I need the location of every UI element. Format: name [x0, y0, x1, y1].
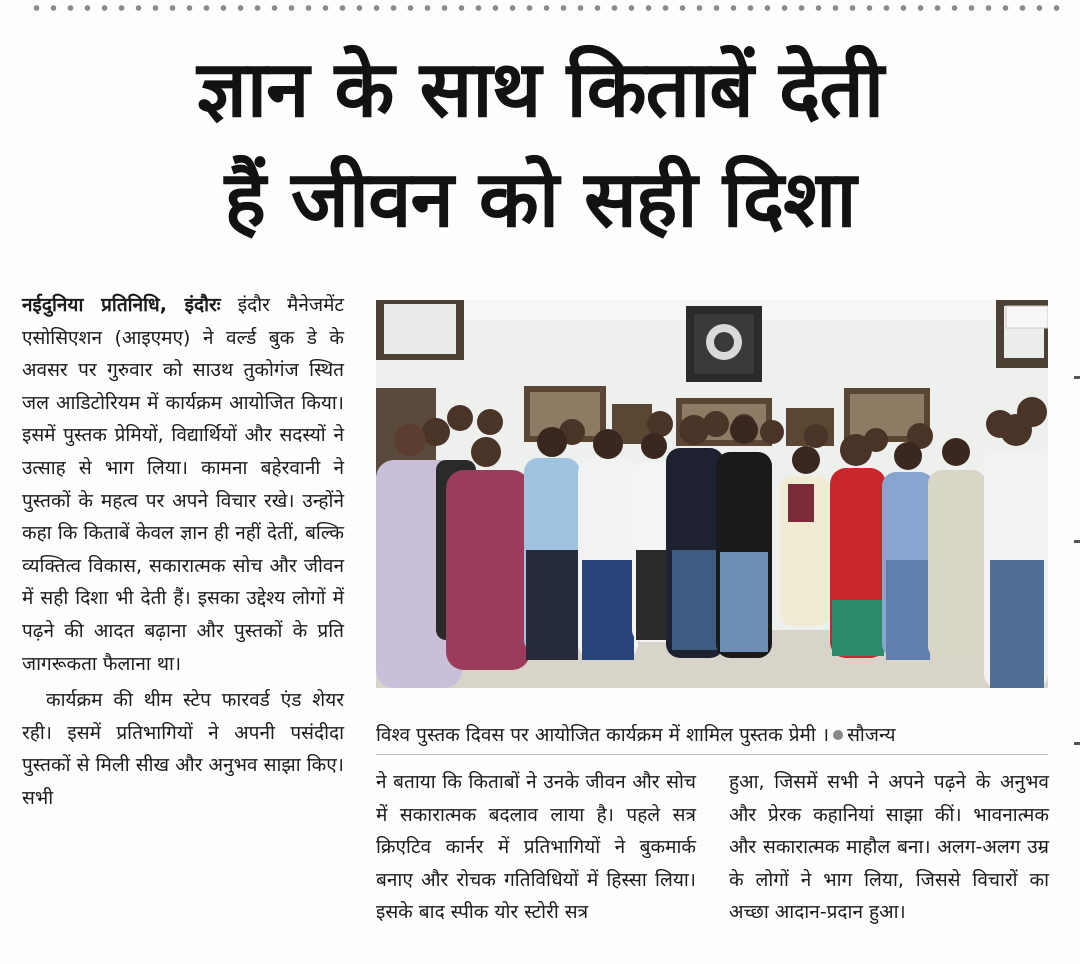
photo-caption [376, 720, 1048, 750]
headline-line-2: हैं जीवन को सही दिशा [224, 155, 856, 245]
article-paragraph-1 [22, 289, 344, 680]
article-column-3 [729, 766, 1049, 929]
article-column-1 [22, 289, 344, 815]
dateline: नईदुनिया प्रतिनिधि, इंदौरः [22, 294, 221, 316]
paragraph-1-text: इंदौर मैनेजमेंट एसोसिएशन (आइएमए) ने वर्ल्ड बुक डे के अवसर पर गुरुवार को साउथ तुकोगंज स्थित जल आडिटोरियम में कार्यक्रम आयोजित किया। इसमें पुस्तक प्रेमियों, विद्यार्थियों और सदस्यों ने उत्साह से भाग लिया। कामना बहेरवानी ने पुस्तकों के महत्व पर अपने विचार रखे। उन्होंने कहा कि किताबें केवल ज्ञान ही नहीं देतीं, बल्कि व्यक्तित्व विकास, सकारात्मक सोच और जीवन में सही दिशा भी देती हैं। इसका उद्देश्य लोगों में पढ़ने की आदत बढ़ाना और पुस्तकों के प्रति जागरूकता फैलाना था। [22, 294, 345, 675]
group-photo-illustration [376, 300, 1048, 688]
caption-divider [376, 754, 1048, 755]
caption-text: विश्व पुस्तक दिवस पर आयोजित कार्यक्रम में शामिल पुस्तक प्रेमी । [376, 724, 830, 746]
photo-credit: सौजन्य [847, 724, 896, 746]
column-3-text: हुआ, जिसमें सभी ने अपने पढ़ने के अनुभव और प्रेरक कहानियां साझा कीं। भावनात्मक और सकारात्मक माहौल बना। अलग-अलग उम्र के लोगों ने भाग लिया, जिससे विचारों का अच्छा आदान-प्रदान हुआ। [729, 771, 1049, 924]
article-paragraph-2: कार्यक्रम की थीम स्टेप फारवर्ड एंड शेयर रही। इसमें प्रतिभागियों ने अपनी पसंदीदा पुस्तकों से मिली सीख और अनुभव साझा किए। सभी [22, 689, 344, 809]
group-photo [376, 300, 1048, 688]
credit-bullet-icon [833, 730, 843, 740]
column-2-text: ने बताया कि किताबों ने उनके जीवन और सोच में सकारात्मक बदलाव लाया है। पहले सत्र क्रिएटिव कार्नर में प्रतिभागियों ने बुकमार्क बनाए और रोचक गतिविधियों में हिस्सा लिया। इसके बाद स्पीक योर स्टोरी सत्र [376, 771, 696, 924]
article-column-2 [376, 766, 696, 929]
headline-line-1: ज्ञान के साथ किताबें देती [196, 45, 884, 135]
top-dotted-border [28, 4, 1068, 12]
